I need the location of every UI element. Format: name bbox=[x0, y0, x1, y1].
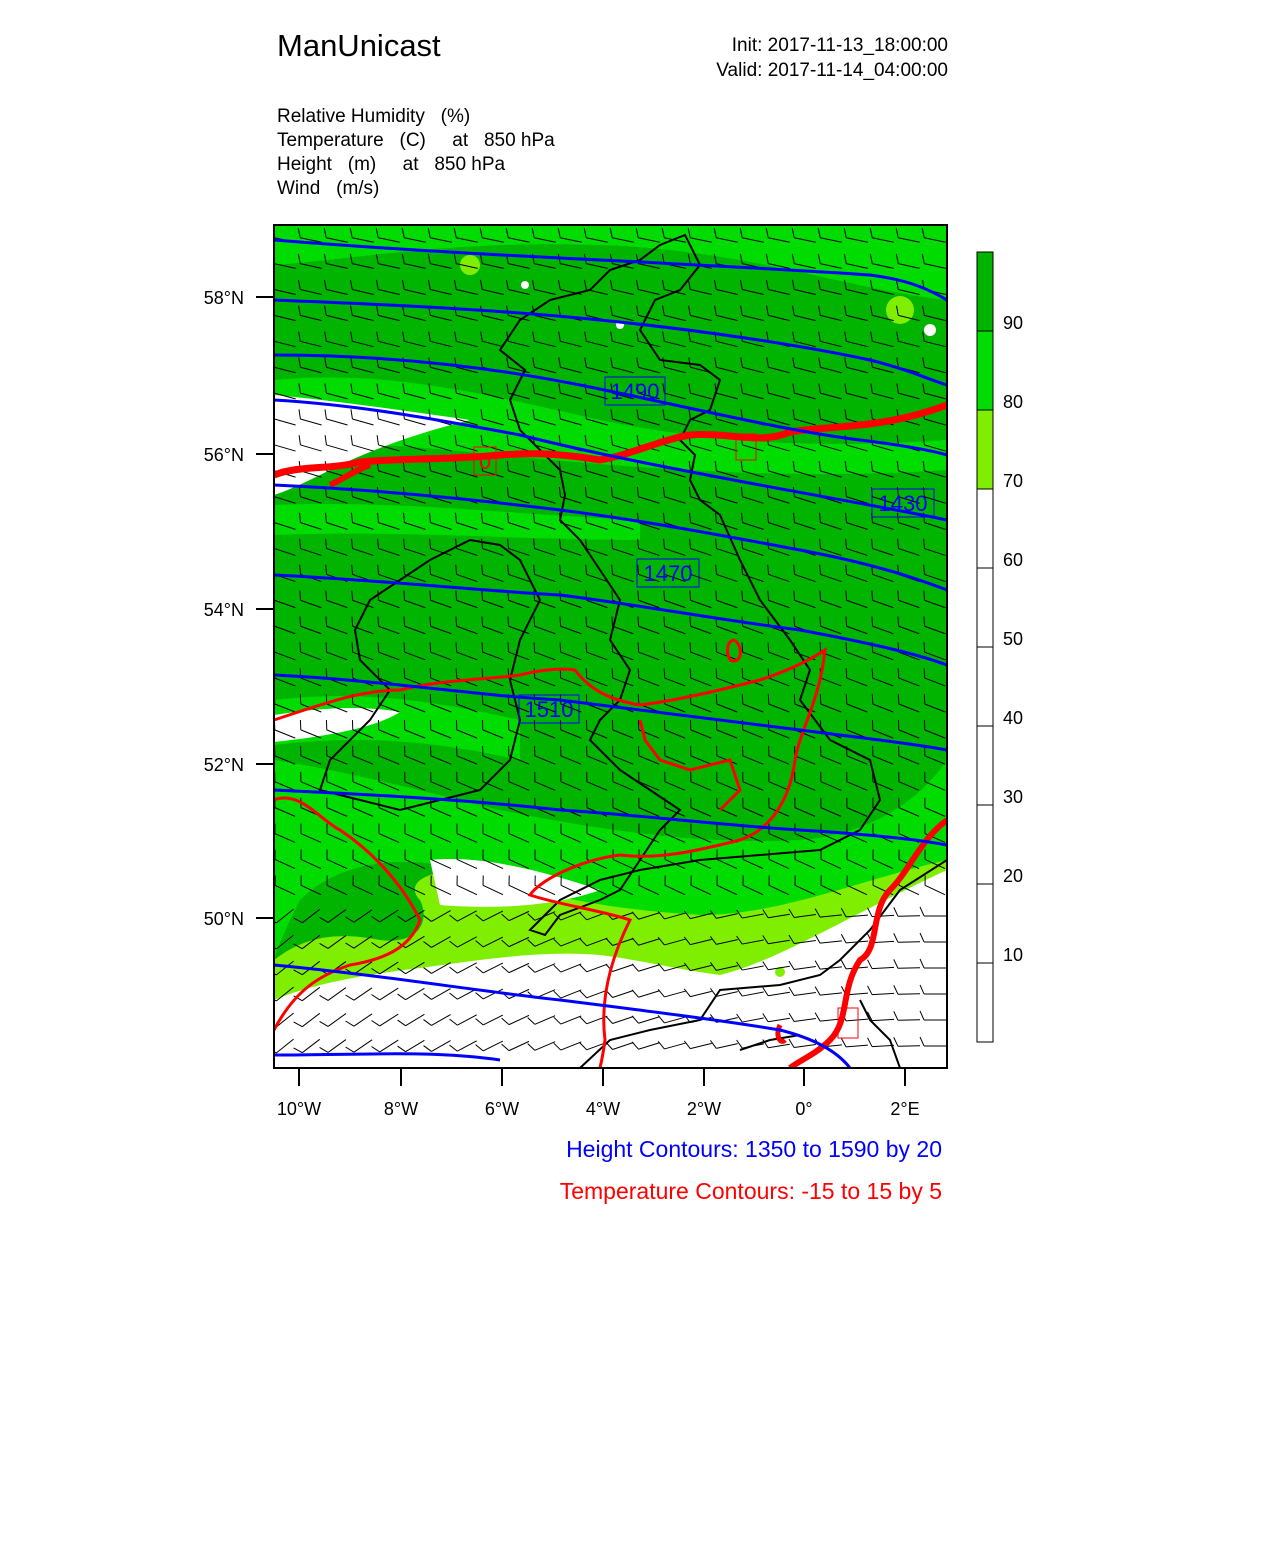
rh-colorbar bbox=[977, 252, 1023, 1042]
height-label: 1470 bbox=[643, 561, 693, 586]
longitude-axis bbox=[277, 1068, 920, 1119]
colorbar-label: 50 bbox=[1003, 629, 1024, 649]
height-label: 1490 bbox=[610, 379, 660, 404]
init-time: Init: 2017-11-13_18:00:00 bbox=[731, 35, 948, 56]
lon-tick-label: 2°W bbox=[686, 1099, 722, 1119]
field-label-rh: Relative Humidity (%) bbox=[277, 106, 471, 127]
lon-tick-label: 2°E bbox=[890, 1099, 920, 1119]
lon-tick-label: 6°W bbox=[484, 1099, 520, 1119]
field-label-height: Height (m) at 850 hPa bbox=[277, 154, 506, 175]
valid-time: Valid: 2017-11-14_04:00:00 bbox=[716, 60, 948, 81]
height-label: 1510 bbox=[524, 697, 574, 722]
colorbar-bin bbox=[977, 805, 993, 884]
colorbar-bin bbox=[977, 489, 993, 568]
plot-title: ManUnicast bbox=[277, 28, 441, 63]
colorbar-label: 90 bbox=[1003, 313, 1024, 333]
temperature-contour-note: Temperature Contours: -15 to 15 by 5 bbox=[559, 1178, 942, 1204]
colorbar-bin bbox=[977, 647, 993, 726]
lon-tick-label: 10°W bbox=[276, 1099, 322, 1119]
lat-tick-label: 58°N bbox=[203, 288, 244, 308]
colorbar-label: 80 bbox=[1003, 392, 1024, 412]
colorbar-label: 20 bbox=[1003, 866, 1024, 886]
lat-tick-label: 56°N bbox=[203, 445, 244, 465]
colorbar-label: 10 bbox=[1003, 945, 1024, 965]
lon-tick-label: 0° bbox=[795, 1099, 813, 1119]
colorbar-bin bbox=[977, 726, 993, 805]
colorbar-bin bbox=[977, 963, 993, 1042]
colorbar-bin bbox=[977, 884, 993, 963]
colorbar-bin bbox=[977, 568, 993, 647]
lon-tick-label: 4°W bbox=[585, 1099, 621, 1119]
latitude-axis bbox=[204, 288, 274, 929]
height-contour-note: Height Contours: 1350 to 1590 by 20 bbox=[566, 1136, 942, 1162]
lon-tick-label: 8°W bbox=[383, 1099, 419, 1119]
lat-tick-label: 50°N bbox=[203, 909, 244, 929]
colorbar-bin bbox=[977, 252, 993, 331]
colorbar-label: 30 bbox=[1003, 787, 1024, 807]
temperature-label: 0 bbox=[478, 449, 492, 474]
lat-tick-label: 54°N bbox=[203, 600, 244, 620]
colorbar-label: 70 bbox=[1003, 471, 1024, 491]
field-label-wind: Wind (m/s) bbox=[277, 178, 380, 199]
field-label-temperature: Temperature (C) at 850 hPa bbox=[277, 130, 555, 151]
colorbar-bin bbox=[977, 331, 993, 410]
colorbar-bin bbox=[977, 410, 993, 489]
colorbar-label: 60 bbox=[1003, 550, 1024, 570]
lat-tick-label: 52°N bbox=[203, 755, 244, 775]
colorbar-label: 40 bbox=[1003, 708, 1024, 728]
height-label: 1430 bbox=[878, 491, 928, 516]
